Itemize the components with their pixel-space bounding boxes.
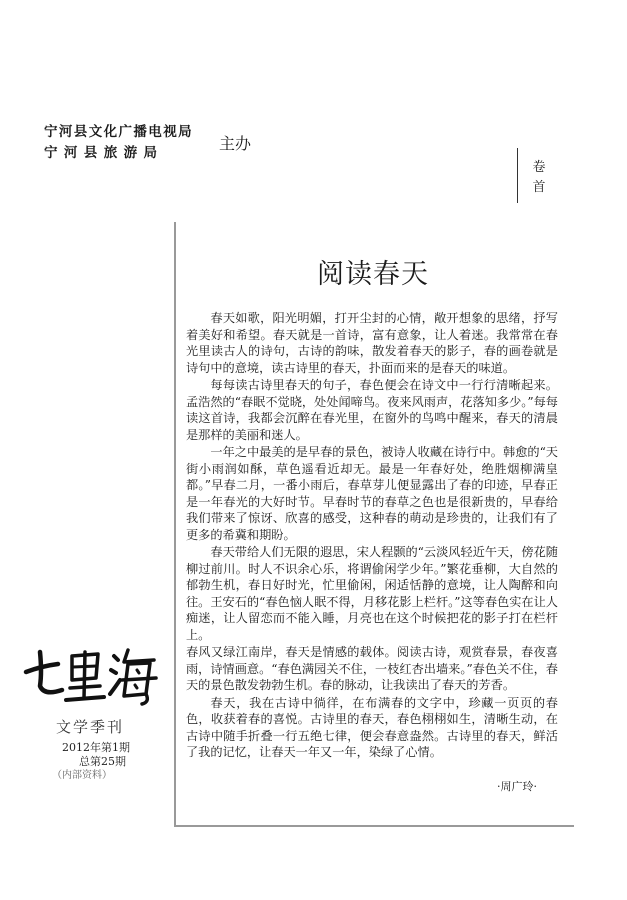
article-title: 阅读春天 xyxy=(317,259,429,290)
host-line-culture-bureau: 宁河县文化广播电视局 xyxy=(44,124,193,140)
journal-series-title: 文学季刊 xyxy=(56,718,125,736)
host-line-tourism-bureau: 宁河县旅游局 xyxy=(44,145,164,161)
column-tag: 卷首 xyxy=(532,160,546,195)
article-paragraph: 春天带给人们无限的遐思，宋人程颢的“云淡风轻近午天，傍花随柳过前川。时人不识余心乐，将谓偷闲学少年。”繁花垂柳，大自然的郁勃生机，春日好时光，忙里偷闲，闲适恬静的意境，让人陶醉和向往。王安石的“春色恼人眠不得，月移花影上栏杆。”这等春色实在让人痴迷，让人留恋而不能入睡，月亮也在这个时候把花的影子打在栏杆上。 xyxy=(186,545,558,642)
column-tag-divider xyxy=(517,148,518,203)
article-paragraph: 每每读古诗里春天的句子，春色便会在诗文中一行行清晰起来。孟浩然的“春眠不觉晓，处处闻啼鸟。夜来风雨声，花落知多少。”每每读这首诗，我都会沉醉在春光里，在窗外的鸟鸣中醒来，春天的清晨是那样的美丽和迷人。 xyxy=(186,378,558,442)
article-paragraph: 春天，我在古诗中徜徉，在布满春的文字中，珍藏一页页的春色，收获着春的喜悦。古诗里的春天，春色栩栩如生，清晰生动，在古诗中随手折叠一行五绝七律，便会春意盎然。古诗里的春天，鲜活了我的记忆，让春天一年又一年，染绿了心情。 xyxy=(186,695,558,759)
total-issue-number: 总第25期 xyxy=(79,755,126,768)
article-body xyxy=(186,310,558,762)
author-byline: ·周广玲· xyxy=(497,780,537,793)
sponsor-label: 主办 xyxy=(219,134,252,153)
article-paragraph: 春天如歌，阳光明媚，打开尘封的心情，敞开想象的思绪，抒写着美好和希望。春天就是一首诗，富有意象，让人着迷。我常常在春光里读古人的诗句，古诗的韵味，散发着春天的影子，春的画卷就是诗句中的意境，读古诗里的春天，扑面而来的是春天的味道。 xyxy=(186,311,558,375)
host-organizations xyxy=(44,122,193,164)
article-paragraph: 一年之中最美的是早春的景色，被诗人收藏在诗行中。韩愈的“天街小雨润如酥，草色遥看近却无。最是一年春好处，绝胜烟柳满皇都。”早春二月，一番小雨后，春草芽儿便显露出了春的印迹，早春正是一年春光的大好时节。早春时节的春草之色也是很新贵的，早春给我们带来了惊讶、欣喜的感受，这种春的萌动是珍贵的，让我们有了更多的希冀和期盼。 xyxy=(186,445,558,542)
issue-number: 2012年第1期 xyxy=(62,741,130,754)
journal-calligraphy-logo xyxy=(20,642,160,708)
article-paragraph: 春风又绿江南岸，春天是情感的载体。阅读古诗，观赏春景，春夜喜雨，诗情画意。“春色满园关不住，一枝红杏出墙来。”春色关不住，春天的景色散发勃勃生机。春的脉动，让我读出了春天的芳香。 xyxy=(186,645,558,692)
publication-type: （内部资料） xyxy=(52,770,112,781)
